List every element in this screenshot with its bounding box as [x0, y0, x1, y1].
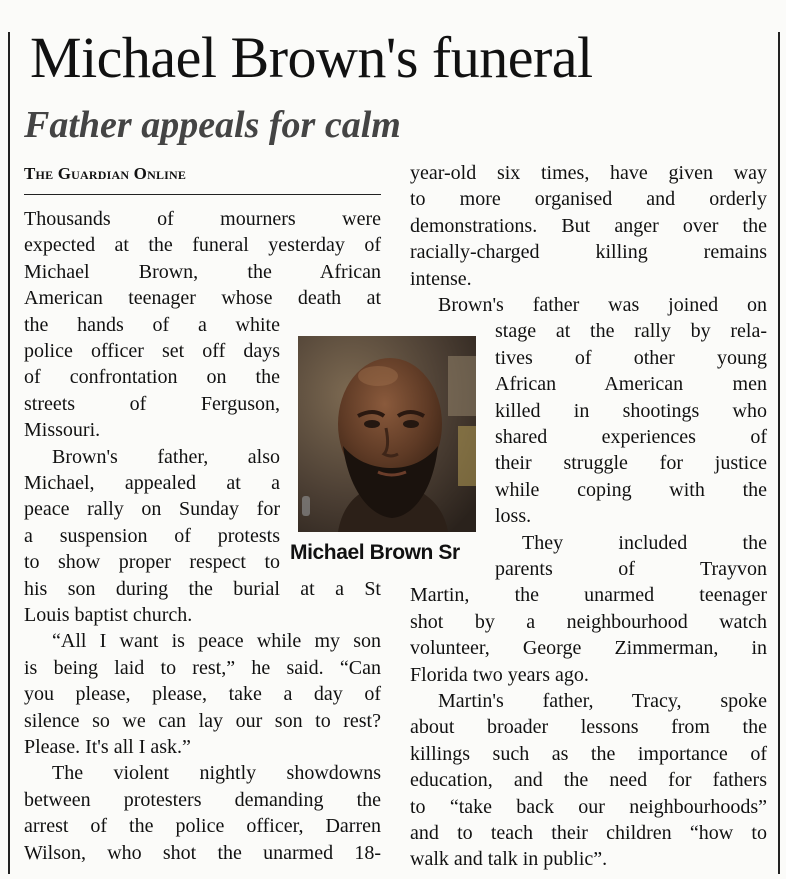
left-line: you please, please, take a day of: [24, 683, 381, 705]
source-line: [24, 162, 380, 186]
left-line: the hands of a white: [24, 314, 280, 336]
right-line: demonstrations. But anger over the: [410, 215, 767, 237]
right-line: year-old six times, have given way: [410, 162, 767, 184]
right-line: Brown's father was joined on: [438, 294, 767, 316]
right-line: about broader lessons from the: [410, 716, 767, 738]
left-line: Louis baptist church.: [24, 604, 193, 626]
right-border-rule: [778, 32, 780, 874]
left-line: to show proper respect to: [24, 551, 280, 573]
left-line: of confrontation on the: [24, 366, 280, 388]
left-line: silence so we can lay our son to rest?: [24, 710, 381, 732]
right-line: stage at the rally by rela-: [495, 320, 767, 342]
right-line: their struggle for justice: [495, 452, 767, 474]
left-line: Missouri.: [24, 419, 101, 441]
right-line: racially-charged killing remains: [410, 241, 767, 263]
left-line: American teenager whose death at: [24, 287, 381, 309]
left-line: is being laid to rest,” he said. “Can: [24, 657, 381, 679]
right-line: killings such as the importance of: [410, 743, 767, 765]
portrait-photo: [298, 336, 476, 532]
source-divider: [24, 194, 381, 195]
left-line: “All I want is peace while my son: [52, 630, 381, 652]
right-line: to “take back our neighbourhoods”: [410, 796, 767, 818]
right-line: tives of other young: [495, 347, 767, 369]
right-line: while coping with the: [495, 479, 767, 501]
source-name: The Guardian Online: [24, 164, 187, 183]
right-line: shot by a neighbourhood watch: [410, 611, 767, 633]
right-line: They included the: [522, 532, 767, 554]
right-line: to more organised and orderly: [410, 188, 767, 210]
headline: Michael Brown's funeral: [30, 25, 593, 90]
right-line: and to teach their children “how to: [410, 822, 767, 844]
left-line: Thousands of mourners were: [24, 208, 381, 230]
left-line: his son during the burial at a St: [24, 578, 381, 600]
right-line: loss.: [495, 505, 532, 527]
left-line: Michael, appealed at a: [24, 472, 280, 494]
left-line: Brown's father, also: [52, 446, 280, 468]
left-line: police officer set off days: [24, 340, 280, 362]
left-line: a suspension of protests: [24, 525, 280, 547]
left-line: between protesters demanding the: [24, 789, 381, 811]
left-line: Wilson, who shot the unarmed 18-: [24, 842, 381, 864]
right-line: parents of Trayvon: [495, 558, 767, 580]
right-line: Martin, the unarmed teenager: [410, 584, 767, 606]
right-line: shared experiences of: [495, 426, 767, 448]
left-line: Michael Brown, the African: [24, 261, 381, 283]
left-line: expected at the funeral yesterday of: [24, 234, 381, 256]
right-line: Martin's father, Tracy, spoke: [438, 690, 767, 712]
right-line: intense.: [410, 268, 472, 290]
left-line: Please. It's all I ask.”: [24, 736, 191, 758]
left-line: arrest of the police officer, Darren: [24, 815, 381, 837]
left-border-rule: [8, 32, 10, 874]
right-line: Florida two years ago.: [410, 664, 589, 686]
photo-caption: Michael Brown Sr: [290, 541, 460, 564]
right-line: African American men: [495, 373, 767, 395]
right-line: education, and the need for fathers: [410, 769, 767, 791]
right-line: killed in shootings who: [495, 400, 767, 422]
left-line: streets of Ferguson,: [24, 393, 280, 415]
left-line: peace rally on Sunday for: [24, 498, 280, 520]
right-line: volunteer, George Zimmerman, in: [410, 637, 767, 659]
right-line: walk and talk in public”.: [410, 848, 608, 870]
subheadline: Father appeals for calm: [24, 104, 401, 146]
portrait-illustration: [298, 336, 476, 532]
left-line: The violent nightly showdowns: [52, 762, 381, 784]
